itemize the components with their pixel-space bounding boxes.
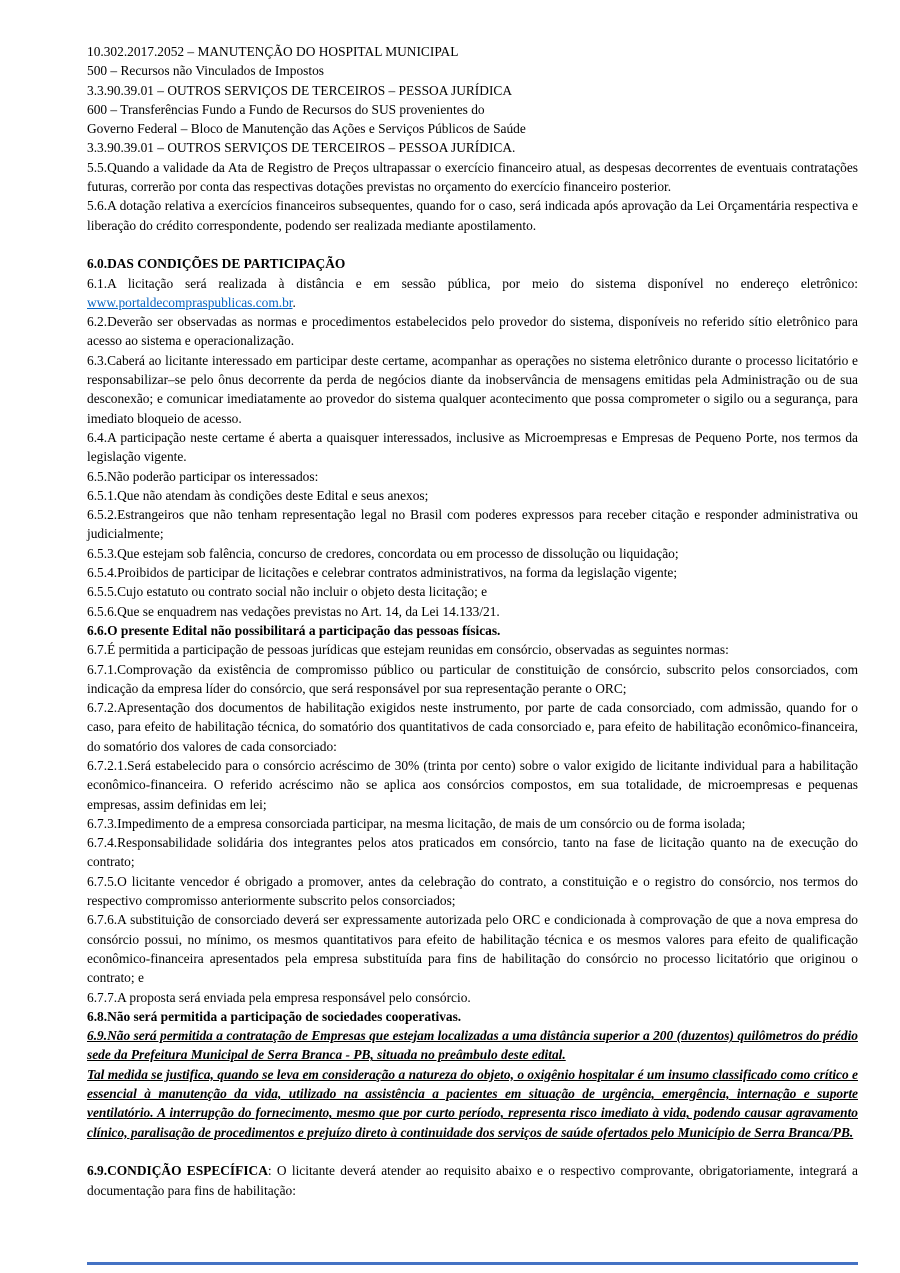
paragraph-6-5-1: 6.5.1.Que não atendam às condições deste Edital e seus anexos; [87, 487, 429, 503]
paragraph-6-7-6: 6.7.6.A substituição de consorciado deverá ser expressamente autorizada pelo ORC e condicionada à comprovação de que a nova empresa do consórcio possui, no mínimo, os mesmos quantitativos para efeito de habilitação técnica e os mesmos valores para efeito de qualificação econômico-financeira apresentados pela empresa substituída para fins de habilitação do consórcio no processo licitatório que originou o contrato; e [87, 912, 858, 986]
paragraph-6-7-7: 6.7.7.A proposta será enviada pela empresa responsável pelo consórcio. [87, 989, 471, 1005]
paragraph-6-7-1: 6.7.1.Comprovação da existência de compromisso público ou particular de constituição de consórcio, subscrito pelos consorciados, com indicação da empresa líder do consórcio, que será responsável por sua representação perante o ORC; [87, 661, 858, 696]
paragraph-6-7-3: 6.7.3.Impedimento de a empresa consorciada participar, na mesma licitação, de mais de um consórcio ou de forma isolada; [87, 815, 746, 831]
paragraph-5-5: 5.5.Quando a validade da Ata de Registro de Preços ultrapassar o exercício financeiro atual, as despesas decorrentes de eventuais contratações futuras, correrão por conta das respectivas dotações previstas no orçamento do exercício financeiro posterior. [87, 159, 858, 195]
paragraph-6-8: 6.8.Não será permitida a participação de sociedades cooperativas. [87, 1008, 462, 1024]
paragraph-6-5-5: 6.5.5.Cujo estatuto ou contrato social não incluir o objeto desta licitação; e [87, 584, 488, 600]
paragraph-6-1-text: 6.1.A licitação será realizada à distância e em sessão pública, por meio do sistema disponível no endereço eletrônico: [87, 275, 858, 291]
paragraph-6-2: 6.2.Deverão ser observadas as normas e procedimentos estabelecidos pelo provedor do sistema, disponíveis no referido sítio eletrônico para acesso ao sistema e operacionalização. [87, 314, 858, 349]
paragraph-6-9-restriction: 6.9.Não será permitida a contratação de Empresas que estejam localizadas a uma distância superior a 200 (duzentos) quilômetros do prédio sede da Prefeitura Municipal de Serra Branca - PB, situada no preâmbulo deste edital. [87, 1028, 858, 1063]
paragraph-6-7-5: 6.7.5.O licitante vencedor é obrigado a promover, antes da celebração do contrato, a constituição e o registro do consórcio, nos termos do respectivo compromisso anteriormente subscrito pelos consorciados; [87, 873, 858, 909]
paragraph-5-6: 5.6.A dotação relativa a exercícios financeiros subsequentes, quando for o caso, será indicada após aprovação da Lei Orçamentária respectiva e liberação do crédito correspondente, podendo ser realizada mediante apostilamento. [87, 198, 858, 233]
paragraph-6-7-2: 6.7.2.Apresentação dos documentos de habilitação exigidos neste instrumento, por parte de cada consorciado, com admissão, quando for o caso, para efeito de habilitação técnica, do somatório dos quantitativos de cada consorciado e, para efeito de habilitação econômico-financeira, do somatório dos valores de cada consorciado: [87, 700, 858, 754]
paragraph-6-7: 6.7.É permitida a participação de pessoas jurídicas que estejam reunidas em consórcio, observadas as seguintes normas: [87, 642, 729, 658]
table-top-border [87, 1262, 858, 1265]
paragraph-6-5: 6.5.Não poderão participar os interessados: [87, 468, 319, 484]
paragraph-justification: Tal medida se justifica, quando se leva em consideração a natureza do objeto, o oxigênio hospitalar é um insumo classificado como crítico e essencial à manutenção da vida, utilizado na assistência a pacientes em situação de urgência, emergência, internação e suporte ventilatório. A interrupção do fornecimento, mesmo que por curto período, representa risco imediato à vida, podendo causar agravamento clínico, paralisação de procedimentos e prejuízo direto à continuidade dos serviços de saúde ofertados pelo Município de Serra Branca/PB. [87, 1066, 858, 1140]
paragraph-6-6: 6.6.O presente Edital não possibilitará a participação das pessoas físicas. [87, 622, 501, 638]
budget-code-line: 3.3.90.39.01 – OUTROS SERVIÇOS DE TERCEIROS – PESSOA JURÍDICA. [87, 140, 516, 156]
paragraph-6-3: 6.3.Caberá ao licitante interessado em participar deste certame, acompanhar as operações no sistema eletrônico durante o processo licitatório e responsabilizar–se pelo ônus decorrente da perda de negócios diante da inobservância de mensagens emitidas pela Administração ou de sua desconexão; e comunicar imediatamente ao provedor do sistema qualquer acontecimento que possa comprometer o sigilo ou a segurança, para imediato bloqueio de acesso. [87, 352, 858, 426]
paragraph-6-7-4: 6.7.4.Responsabilidade solidária dos integrantes pelos atos praticados em consórcio, tanto na fase de licitação quanto na de execução do contrato; [87, 835, 858, 870]
paragraph-6-4: 6.4.A participação neste certame é aberta a quaisquer interessados, inclusive as Microempresas e Empresas de Pequeno Porte, nos termos da legislação vigente. [87, 429, 858, 465]
paragraph-6-9-specific-condition [87, 1161, 858, 1200]
paragraph-6-7-2-1: 6.7.2.1.Será estabelecido para o consórcio acréscimo de 30% (trinta por cento) sobre o valor exigido de licitante individual para a habilitação econômico-financeira. O referido acréscimo não se aplica aos consórcios compostos, em sua totalidade, de microempresas e pequenas empresas, assim definidas em lei; [87, 757, 858, 812]
paragraph-6-5-6: 6.5.6.Que se enquadrem nas vedações previstas no Art. 14, da Lei 14.133/21. [87, 603, 500, 619]
budget-code-line: 3.3.90.39.01 – OUTROS SERVIÇOS DE TERCEIROS – PESSOA JURÍDICA [87, 82, 513, 98]
budget-code-line: 500 – Recursos não Vinculados de Impostos [87, 63, 324, 79]
section-heading-6-0: 6.0.DAS CONDIÇÕES DE PARTICIPAÇÃO [87, 256, 346, 272]
paragraph-6-5-3: 6.5.3.Que estejam sob falência, concurso de credores, concordata ou em processo de dissolução ou liquidação; [87, 545, 679, 561]
budget-code-line: 600 – Transferências Fundo a Fundo de Recursos do SUS provenientes do [87, 101, 485, 117]
portal-compras-publicas-link[interactable]: www.portaldecompraspublicas.com.br [87, 294, 293, 310]
specific-condition-text: : O licitante deverá atender ao requisito abaixo e o respectivo comprovante, obrigatoriamente, integrará a documentação para fins de habilitação: [87, 1163, 858, 1198]
paragraph-6-1-period: . [292, 294, 296, 310]
budget-code-line: 10.302.2017.2052 – MANUTENÇÃO DO HOSPITAL MUNICIPAL [87, 44, 459, 59]
document-content [87, 42, 858, 1200]
paragraph-6-5-4: 6.5.4.Proibidos de participar de licitações e celebrar contratos administrativos, na forma da legislação vigente; [87, 565, 678, 581]
specific-condition-label: 6.9.CONDIÇÃO ESPECÍFICA [87, 1163, 268, 1179]
budget-code-line: Governo Federal – Bloco de Manutenção das Ações e Serviços Públicos de Saúde [87, 121, 526, 137]
paragraph-6-5-2: 6.5.2.Estrangeiros que não tenham representação legal no Brasil com poderes expressos para receber citação e responder administrativa ou judicialmente; [87, 507, 858, 542]
paragraph-6-1 [87, 274, 858, 313]
